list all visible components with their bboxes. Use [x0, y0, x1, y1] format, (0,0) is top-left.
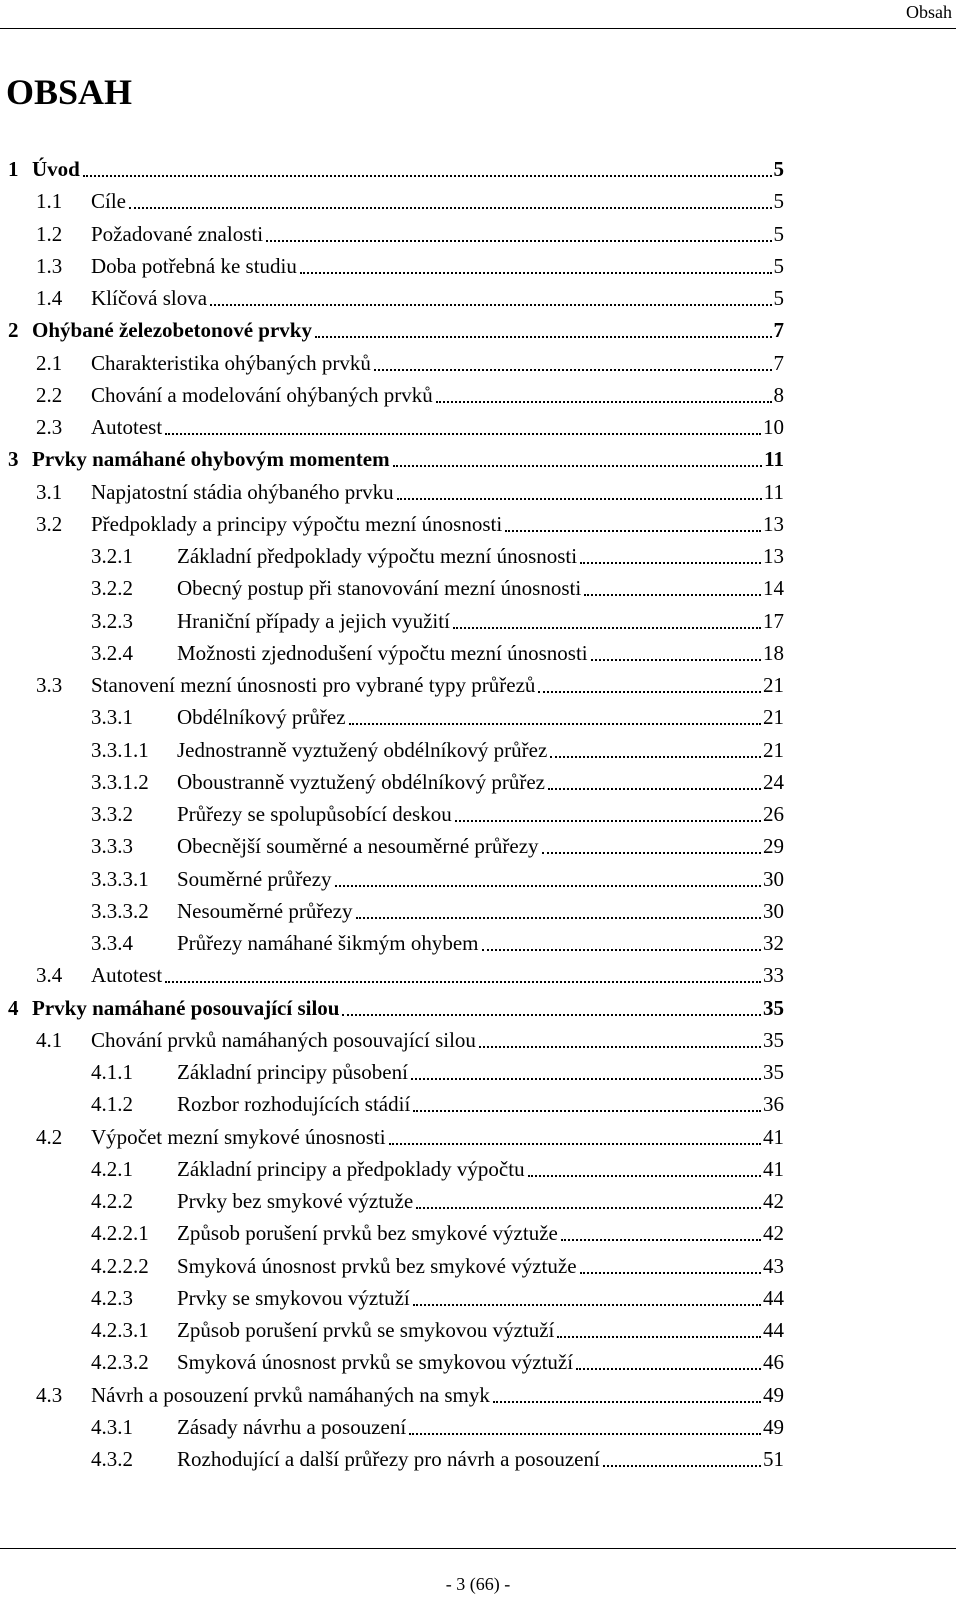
toc-dot-leader	[557, 1336, 761, 1338]
toc-dot-leader	[416, 1207, 761, 1209]
toc-entry-page: 30	[763, 898, 784, 923]
toc-dot-leader	[542, 852, 761, 854]
toc-dot-leader	[397, 498, 762, 500]
toc-entry-page: 43	[763, 1253, 784, 1278]
toc-entry[interactable]	[91, 924, 784, 956]
footer-rule	[0, 1548, 956, 1550]
toc-entry-title: Rozbor rozhodujících stádií	[177, 1092, 411, 1117]
toc-dot-leader	[266, 240, 771, 242]
toc-entry-page: 13	[763, 544, 784, 568]
toc-entry-title: Jednostranně vyztužený obdélníkový průřez	[177, 737, 548, 762]
toc-entry-page: 35	[763, 995, 784, 1020]
toc-entry-title: Klíčová slova	[91, 286, 208, 310]
toc-entry-title: Chování prvků namáhaných posouvající silou	[91, 1027, 476, 1052]
toc-entry-title: Chování a modelování ohýbaných prvků	[91, 382, 433, 407]
toc-dot-leader	[300, 272, 772, 274]
toc-entry[interactable]	[91, 892, 784, 924]
toc-entry-title: Autotest	[91, 415, 163, 439]
toc-entry[interactable]	[36, 473, 784, 505]
toc-entry[interactable]	[91, 1182, 784, 1214]
toc-dot-leader	[538, 691, 761, 693]
toc-entry-number: 4.2.2	[91, 1189, 133, 1213]
toc-entry-number: 4.2.3.1	[91, 1318, 149, 1342]
toc-entry[interactable]	[36, 247, 784, 279]
toc-entry[interactable]	[91, 860, 784, 892]
toc-entry-page: 41	[763, 1124, 784, 1149]
toc-dot-leader	[453, 627, 761, 629]
toc-entry-title: Zásady návrhu a posouzení	[177, 1414, 407, 1439]
toc-entry[interactable]	[91, 537, 784, 569]
toc-entry-page: 21	[763, 737, 784, 762]
toc-entry-page: 44	[763, 1285, 784, 1310]
toc-entry-number: 4.2.2.2	[91, 1253, 149, 1278]
toc-entry[interactable]	[36, 279, 784, 311]
toc-entry-title: Smyková únosnost prvků se smykovou výztuží	[177, 1350, 574, 1375]
toc-entry-page: 21	[763, 673, 784, 697]
toc-entry-number: 3.3.3	[91, 834, 133, 859]
toc-entry-number: 4.3.2	[91, 1447, 133, 1471]
toc-entry[interactable]	[8, 311, 784, 343]
toc-entry-number: 3.3.1.1	[91, 737, 149, 762]
toc-entry-page: 35	[763, 1027, 784, 1052]
toc-entry[interactable]	[91, 1150, 784, 1182]
toc-entry[interactable]	[91, 1311, 784, 1343]
toc-entry-title: Obdélníkový průřez	[177, 705, 346, 730]
toc-entry-number: 4.2.2.1	[91, 1221, 149, 1246]
toc-entry-number: 3.3.3.1	[91, 866, 149, 891]
toc-entry-page: 46	[763, 1350, 784, 1375]
toc-entry-title: Rozhodující a další průřezy pro návrh a posouzení	[177, 1447, 600, 1471]
toc-entry[interactable]	[91, 827, 784, 859]
toc-entry-title: Způsob porušení prvků se smykovou výztuží	[177, 1318, 555, 1342]
toc-entry-page: 51	[763, 1447, 784, 1471]
toc-dot-leader	[342, 1014, 761, 1016]
toc-entry[interactable]	[36, 344, 784, 376]
toc-entry-number: 3.3.2	[91, 802, 133, 826]
toc-entry-page: 21	[763, 705, 784, 730]
toc-entry-page: 42	[763, 1189, 784, 1213]
toc-entry-page: 7	[773, 318, 784, 343]
toc-entry-number: 3.3.3.2	[91, 898, 149, 923]
toc-dot-leader	[603, 1465, 761, 1467]
toc-entry-page: 8	[773, 382, 784, 407]
toc-dot-leader	[479, 1046, 761, 1048]
toc-entry-title: Napjatostní stádia ohýbaného prvku	[91, 479, 394, 504]
toc-entry[interactable]	[36, 376, 784, 408]
toc-dot-leader	[591, 659, 761, 661]
toc-entry-page: 5	[773, 157, 784, 181]
toc-entry-page: 42	[763, 1221, 784, 1246]
toc-entry-page: 11	[764, 447, 784, 472]
toc-entry[interactable]	[91, 602, 784, 634]
toc-entry[interactable]	[91, 1214, 784, 1246]
toc-entry-title: Průřezy se spolupůsobící deskou	[177, 802, 452, 826]
toc-entry[interactable]	[91, 763, 784, 795]
toc-entry-title: Charakteristika ohýbaných prvků	[91, 350, 371, 375]
toc-dot-leader	[356, 917, 761, 919]
toc-dot-leader	[210, 304, 771, 306]
toc-entry-number: 2.2	[36, 382, 63, 407]
toc-entry-title: Souměrné průřezy	[177, 866, 332, 891]
toc-entry[interactable]	[36, 666, 784, 698]
toc-dot-leader	[561, 1239, 761, 1241]
toc-entry-title: Hraniční případy a jejich využití	[177, 608, 450, 633]
toc-dot-leader	[455, 820, 761, 822]
toc-entry-number: 2.1	[36, 350, 63, 375]
toc-entry[interactable]	[91, 634, 784, 666]
toc-entry[interactable]	[91, 1343, 784, 1375]
toc-entry-number: 3.2.1	[91, 544, 133, 568]
toc-entry-title: Stanovení mezní únosnosti pro vybrané typy průřezů	[91, 673, 536, 697]
toc-entry-page: 14	[763, 576, 784, 601]
toc-entry-title: Ohýbané železobetonové prvky	[32, 318, 312, 343]
toc-entry-title: Základní předpoklady výpočtu mezní únosnosti	[177, 544, 578, 568]
toc-dot-leader	[389, 1143, 761, 1145]
toc-entry[interactable]	[36, 182, 784, 214]
toc-entry[interactable]	[91, 1440, 784, 1472]
toc-dot-leader	[493, 1401, 761, 1403]
toc-entry[interactable]	[91, 731, 784, 763]
toc-dot-leader	[165, 981, 761, 983]
toc-entry-page: 41	[763, 1156, 784, 1181]
toc-entry-title: Výpočet mezní smykové únosnosti	[91, 1124, 386, 1149]
toc-entry-number: 3.2.3	[91, 608, 133, 633]
toc-entry-page: 11	[763, 479, 784, 504]
toc-entry-page: 49	[763, 1414, 784, 1439]
toc-entry[interactable]	[8, 440, 784, 472]
toc-dot-leader	[436, 401, 772, 403]
toc-entry-page: 49	[763, 1382, 784, 1407]
toc-entry[interactable]	[91, 1247, 784, 1279]
toc-entry-page: 29	[763, 834, 784, 859]
toc-entry-page: 5	[773, 286, 784, 310]
toc-entry[interactable]	[91, 569, 784, 601]
page-title: OBSAH	[6, 72, 133, 112]
toc-entry-number: 2	[8, 318, 19, 343]
toc-dot-leader	[165, 433, 761, 435]
toc-entry[interactable]	[91, 1279, 784, 1311]
running-header	[0, 0, 956, 29]
toc-entry-number: 3.2	[36, 511, 63, 536]
toc-entry-title: Možnosti zjednodušení výpočtu mezní únosnosti	[177, 640, 588, 665]
toc-entry-title: Cíle	[91, 189, 126, 214]
toc-entry-title: Požadované znalosti	[91, 221, 264, 246]
toc-entry-page: 5	[773, 221, 784, 246]
toc-entry-title: Obecnější souměrné a nesouměrné průřezy	[177, 834, 539, 859]
toc-dot-leader	[393, 465, 763, 467]
toc-entry-page: 7	[773, 350, 784, 375]
toc-dot-leader	[413, 1304, 761, 1306]
toc-entry-number: 4.2.1	[91, 1156, 133, 1181]
toc-entry[interactable]	[91, 1408, 784, 1440]
toc-entry-number: 3.1	[36, 479, 63, 504]
toc-dot-leader	[374, 369, 772, 371]
toc-entry-number: 4.3.1	[91, 1414, 133, 1439]
toc-entry-title: Způsob porušení prvků bez smykové výztuže	[177, 1221, 558, 1246]
toc-entry-title: Prvky se smykovou výztuží	[177, 1285, 410, 1310]
toc-entry-title: Autotest	[91, 963, 163, 988]
toc-entry-number: 1.1	[36, 189, 63, 214]
toc-entry-title: Prvky namáhané ohybovým momentem	[32, 447, 390, 472]
toc-dot-leader	[335, 885, 761, 887]
toc-entry-page: 5	[773, 253, 784, 278]
toc-dot-leader	[409, 1433, 761, 1435]
toc-entry-page: 32	[763, 931, 784, 955]
toc-entry-page: 10	[763, 415, 784, 439]
toc-entry-number: 4.3	[36, 1382, 63, 1407]
toc-entry[interactable]	[36, 1021, 784, 1053]
toc-entry-page: 17	[763, 608, 784, 633]
toc-dot-leader	[413, 1110, 761, 1112]
toc-entry-title: Obecný postup při stanovování mezní únosnosti	[177, 576, 582, 601]
toc-entry[interactable]	[8, 150, 784, 182]
toc-entry[interactable]	[36, 1376, 784, 1408]
toc-entry-title: Prvky bez smykové výztuže	[177, 1189, 414, 1213]
toc-entry-title: Oboustranně vyztužený obdélníkový průřez	[177, 769, 545, 794]
toc-entry[interactable]	[91, 1085, 784, 1117]
toc-entry-number: 3.3.1.2	[91, 769, 149, 794]
toc-entry-title: Základní principy působení	[177, 1060, 408, 1084]
toc-entry-title: Doba potřebná ke studiu	[91, 253, 297, 278]
toc-dot-leader	[129, 207, 772, 209]
toc-entry-title: Nesouměrné průřezy	[177, 898, 353, 923]
toc-entry-number: 1	[8, 157, 19, 181]
toc-entry-number: 3.2.4	[91, 640, 133, 665]
toc-entry[interactable]	[36, 1118, 784, 1150]
toc-entry-number: 4.1.1	[91, 1060, 133, 1084]
toc-dot-leader	[315, 336, 772, 338]
page-number: - 3 (66) -	[445, 1574, 511, 1594]
toc-entry-page: 35	[763, 1060, 784, 1084]
toc-entry-page: 26	[763, 802, 784, 826]
toc-entry-title: Smyková únosnost prvků bez smykové výztuže	[177, 1253, 577, 1278]
toc-entry-number: 4.2.3	[91, 1285, 133, 1310]
toc-entry-number: 1.3	[36, 253, 63, 278]
running-header-title: Obsah	[906, 2, 952, 22]
toc-entry-page: 36	[763, 1092, 784, 1117]
toc-entry-title: Průřezy namáhané šikmým ohybem	[177, 931, 479, 955]
toc-entry-page: 13	[763, 511, 784, 536]
toc-dot-leader	[482, 949, 761, 951]
toc-entry[interactable]	[91, 698, 784, 730]
toc-entry-title: Prvky namáhané posouvající silou	[32, 995, 340, 1020]
toc-entry-number: 1.4	[36, 286, 63, 310]
toc-entry-number: 3.2.2	[91, 576, 133, 601]
toc-entry[interactable]	[36, 408, 784, 440]
toc-entry[interactable]	[36, 956, 784, 988]
toc-entry-number: 4.2.3.2	[91, 1350, 149, 1375]
toc-dot-leader	[550, 756, 761, 758]
toc-dot-leader	[505, 530, 761, 532]
toc-dot-leader	[580, 1272, 761, 1274]
toc-entry-number: 4.1	[36, 1027, 63, 1052]
toc-entry[interactable]	[36, 215, 784, 247]
toc-entry-number: 4.2	[36, 1124, 63, 1149]
toc-entry-number: 4	[8, 995, 19, 1020]
toc-entry-title: Předpoklady a principy výpočtu mezní únosnosti	[91, 511, 503, 536]
toc-dot-leader	[411, 1078, 761, 1080]
toc-dot-leader	[584, 594, 761, 596]
toc-entry-number: 3	[8, 447, 19, 472]
toc-entry-number: 3.4	[36, 963, 63, 988]
toc-entry-page: 30	[763, 866, 784, 891]
toc-dot-leader	[83, 175, 772, 177]
toc-entry[interactable]	[36, 505, 784, 537]
toc-entry[interactable]	[91, 1053, 784, 1085]
toc-entry-number: 4.1.2	[91, 1092, 133, 1117]
toc-entry[interactable]	[8, 989, 784, 1021]
toc-entry-page: 18	[763, 640, 784, 665]
toc-entry-title: Základní principy a předpoklady výpočtu	[177, 1156, 525, 1181]
toc-entry-number: 3.3	[36, 673, 63, 697]
toc-entry-number: 1.2	[36, 221, 63, 246]
toc-dot-leader	[548, 788, 761, 790]
toc-entry-page: 44	[763, 1318, 784, 1342]
toc-entry[interactable]	[91, 795, 784, 827]
toc-entry-page: 24	[763, 769, 784, 794]
toc-dot-leader	[349, 723, 761, 725]
toc-dot-leader	[580, 562, 761, 564]
toc-entry-number: 3.3.1	[91, 705, 133, 730]
toc-entry-number: 2.3	[36, 415, 63, 439]
toc-entry-page: 33	[763, 963, 784, 988]
toc-entry-title: Úvod	[32, 157, 80, 181]
toc-entry-number: 3.3.4	[91, 931, 133, 955]
toc-entry-title: Návrh a posouzení prvků namáhaných na smyk	[91, 1382, 490, 1407]
toc-dot-leader	[576, 1368, 761, 1370]
toc-dot-leader	[528, 1175, 761, 1177]
toc-entry-page: 5	[773, 189, 784, 214]
